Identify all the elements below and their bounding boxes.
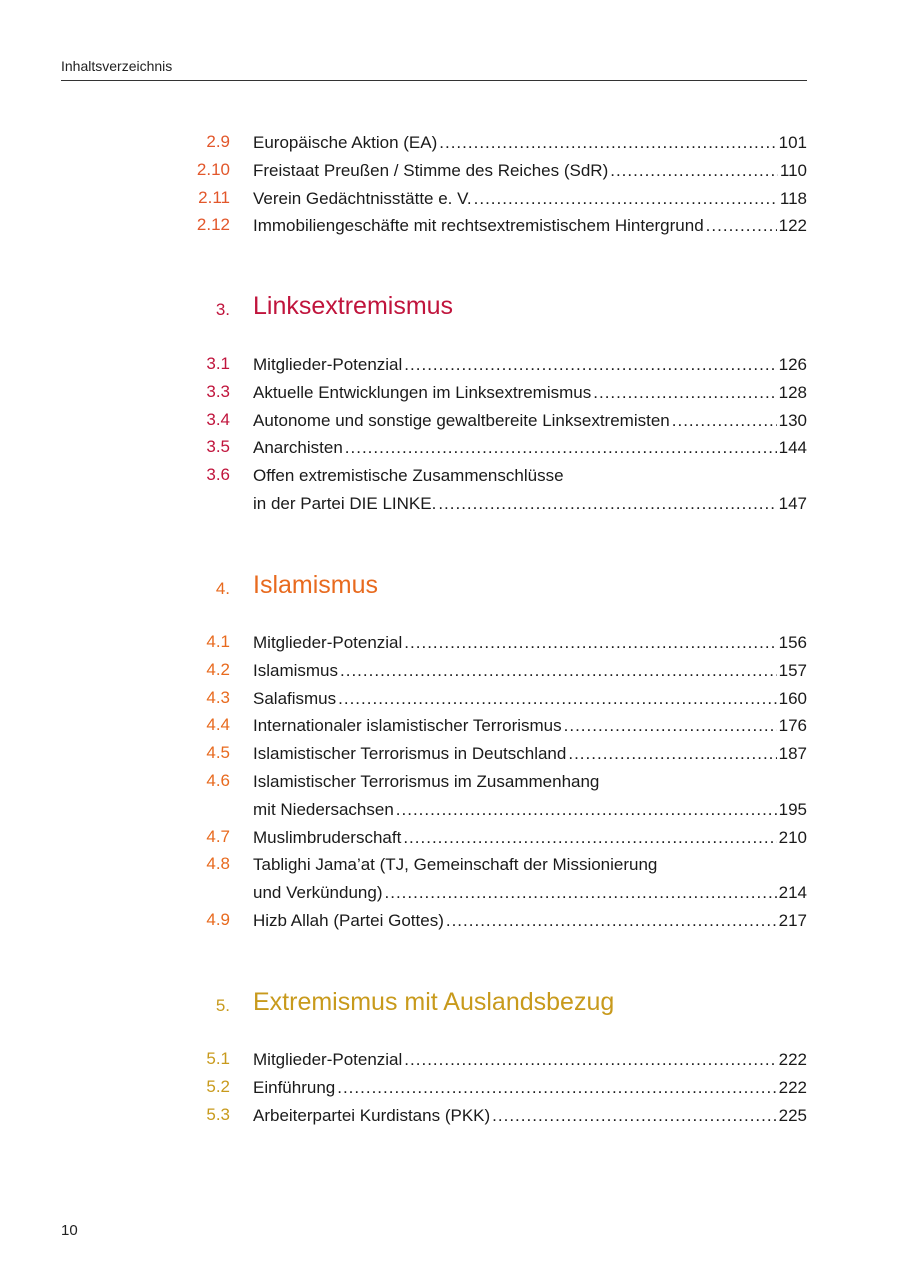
toc-entry[interactable] [0,1077,900,1105]
toc-entry[interactable] [0,465,900,493]
toc-entry-page: 210 [778,827,807,847]
toc-entry[interactable] [0,910,900,938]
dot-leader [439,132,776,154]
section-heading[interactable]: Islamismus [253,571,379,599]
toc-entry[interactable] [0,799,900,827]
toc-entry-page: 157 [778,660,807,680]
toc-entry[interactable] [0,1105,900,1133]
dot-leader [446,910,777,932]
toc-entry[interactable] [0,688,900,716]
toc-entry-title: Offen extremistische Zusammenschlüsse [253,466,564,486]
toc-entry-title: Aktuelle Entwicklungen im Linksextremismus [253,382,592,402]
toc-entry[interactable] [0,188,900,216]
toc-entry[interactable] [0,382,900,410]
toc-entry-page: 101 [778,133,807,152]
toc-entry-page: 126 [778,355,807,374]
toc-entry[interactable] [0,160,900,188]
toc-entry-page: 222 [778,1077,807,1097]
toc-entry-title: Salafismus [253,688,337,708]
toc-entry-page: 187 [778,744,807,764]
dot-leader [438,493,776,515]
toc-entry-page: 160 [778,688,807,708]
toc-entry[interactable] [0,493,900,521]
toc-entry-title: Muslimbruderschaft [253,827,402,847]
toc-entry-title: Verein Gedächtnisstätte e. V. [253,188,472,208]
dot-leader [492,1105,776,1127]
toc-entry-number: 4.4 [206,715,230,735]
toc-entry-number: 2.11 [198,187,230,207]
page-number: 10 [61,1222,78,1239]
toc-entry[interactable] [0,660,900,688]
toc-entry-title: in der Partei DIE LINKE. [253,494,437,513]
dot-leader [474,188,778,210]
toc-entry-number: 4.5 [206,743,230,763]
toc-entry-page: 217 [778,911,807,930]
toc-entry-number: 4.6 [206,771,230,790]
toc-entry-page: 118 [779,188,807,208]
section-number: 5. [215,996,230,1015]
dot-leader [385,882,777,904]
toc-entry-number: 4.3 [206,687,230,707]
toc-entry-title: Islamistischer Terrorismus im Zusammenhang [253,772,600,791]
section-number: 4. [215,579,230,598]
toc-entry-page: 110 [779,160,807,180]
toc-entry-number: 4.9 [206,910,230,929]
section-heading[interactable]: Extremismus mit Auslandsbezug [253,988,615,1016]
dot-leader [338,688,776,710]
dot-leader [404,354,776,376]
section-heading[interactable]: Linksextremismus [253,292,454,320]
toc-entry-title: Europäische Aktion (EA) [253,133,438,152]
dot-leader [706,215,777,237]
toc-entry-number: 3.6 [206,465,230,485]
toc-entry-number: 3.4 [206,409,230,429]
toc-entry-number: 2.12 [196,215,230,235]
toc-entry-page: 130 [778,410,807,430]
dot-leader [337,1077,776,1099]
toc-entry-page: 144 [778,438,807,458]
header-rule [61,80,807,81]
toc-entry[interactable] [0,827,900,855]
toc-entry-page: 195 [778,799,807,819]
dot-leader [672,410,777,432]
toc-entry-number: 4.8 [206,854,230,874]
toc-entry-page: 128 [778,382,807,402]
toc-entry-number: 2.9 [206,132,230,151]
toc-entry-page: 156 [778,633,807,652]
toc-entry-number: 4.1 [206,632,230,651]
toc-entry-title: Islamismus [253,660,339,680]
toc-entry-page: 147 [778,494,807,513]
dot-leader [340,660,777,682]
toc-entry[interactable] [0,854,900,882]
dot-leader [345,437,777,459]
toc-entry-page: 225 [778,1105,807,1125]
dot-leader [593,382,776,404]
dot-leader [403,827,776,849]
toc-entry[interactable] [0,132,900,160]
toc-entry-number: 3.3 [206,381,230,401]
toc-entry[interactable] [0,882,900,910]
toc-entry-number: 4.7 [206,826,230,846]
section-number: 3. [215,300,230,319]
toc-entry[interactable] [0,215,900,243]
toc-entry[interactable] [0,354,900,382]
toc-entry-title: mit Niedersachsen [253,799,394,819]
toc-entry-title: Mitglieder-Potenzial [253,1050,403,1069]
toc-entry-title: Internationaler islamistischer Terrorismus [253,716,562,736]
toc-entry-title: Einführung [253,1077,336,1097]
toc-entry-title: Anarchisten [253,438,343,458]
dot-leader [610,160,778,182]
toc-entry-title: und Verkündung) [253,883,383,903]
toc-entry-page: 176 [778,716,807,736]
toc-entry-title: Mitglieder-Potenzial [253,355,403,374]
toc-entry-number: 3.5 [206,437,230,457]
toc-entry-page: 222 [778,1050,807,1069]
toc-entry[interactable] [0,632,900,660]
toc-entry-number: 2.10 [196,159,230,179]
toc-entry[interactable] [0,743,900,771]
toc-entry-title: Autonome und sonstige gewaltbereite Linksextremisten [253,410,670,430]
running-header-title: Inhaltsverzeichnis [61,58,173,74]
toc-entry-number: 3.1 [206,354,230,373]
toc-entry-number: 4.2 [206,659,230,679]
dot-leader [404,632,776,654]
dot-leader [396,799,777,821]
dot-leader [404,1049,776,1071]
toc-entry-title: Arbeiterpartei Kurdistans (PKK) [253,1105,491,1125]
toc-entry[interactable] [0,1049,900,1077]
dot-leader [568,743,776,765]
toc-entry[interactable] [0,771,900,799]
toc-entry-title: Mitglieder-Potenzial [253,633,403,652]
toc-entry-title: Islamistischer Terrorismus in Deutschland [253,744,567,764]
toc-entry-page: 122 [778,216,807,236]
toc-entry-number: 5.3 [206,1104,230,1124]
toc-entry-page: 214 [778,883,807,903]
toc-entry[interactable] [0,437,900,465]
dot-leader [564,715,777,737]
toc-entry-number: 5.2 [206,1076,230,1096]
toc-entry-title: Freistaat Preußen / Stimme des Reiches (SdR) [253,160,609,180]
toc-entry-title: Hizb Allah (Partei Gottes) [253,911,444,930]
toc-entry-title: Immobiliengeschäfte mit rechtsextremistischem Hintergrund [253,216,704,236]
toc-entry[interactable] [0,715,900,743]
toc-entry-title: Tablighi Jama’at (TJ, Gemeinschaft der Missionierung [253,855,658,875]
toc-entry[interactable] [0,410,900,438]
toc-entry-number: 5.1 [206,1049,230,1068]
